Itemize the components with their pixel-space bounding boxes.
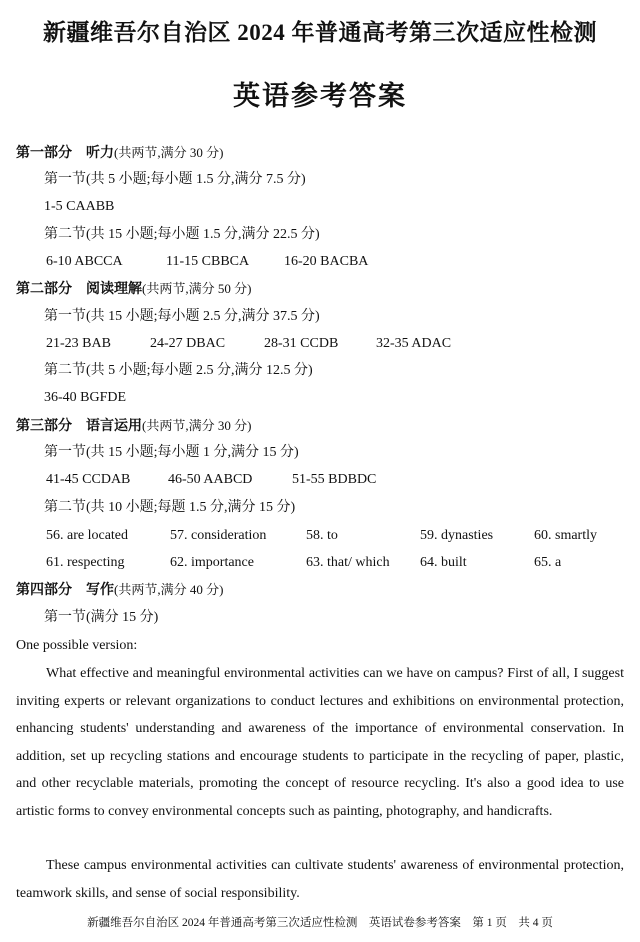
answer-group: 41-45 CCDAB xyxy=(46,472,131,487)
part3-section1-label: 第一节(共 15 小题;每小题 1 分,满分 15 分) xyxy=(44,445,299,460)
fill-answer: 63. that/ which xyxy=(306,555,390,570)
answer-group: 36-40 BGFDE xyxy=(44,390,127,405)
part4-section1-label: 第一节(满分 15 分) xyxy=(44,610,159,625)
answer-group: 11-15 CBBCA xyxy=(166,254,250,269)
fill-answer: 58. to xyxy=(306,528,338,543)
answer-group: 28-31 CCDB xyxy=(264,336,339,351)
part2-section2-label: 第二节(共 5 小题;每小题 2.5 分,满分 12.5 分) xyxy=(44,363,313,378)
page-title: 新疆维吾尔自治区 2024 年普通高考第三次适应性检测 xyxy=(43,20,597,45)
part1-answers1 xyxy=(44,198,114,216)
fill-answer: 62. importance xyxy=(170,555,254,570)
version-label: One possible version: xyxy=(16,638,138,653)
part3-heading-text: 第三部分 语言运用 xyxy=(16,419,142,434)
answer-group: 46-50 AABCD xyxy=(168,472,253,487)
answer-group: 32-35 ADAC xyxy=(376,336,452,351)
answer-group: 24-27 DBAC xyxy=(150,336,226,351)
part1-section1-label: 第一节(共 5 小题;每小题 1.5 分,满分 7.5 分) xyxy=(44,172,306,187)
fill-answer: 56. are located xyxy=(46,528,129,543)
page-footer: 新疆维吾尔自治区 2024 年普通高考第三次适应性检测 英语试卷参考答案 第 1 页 共 4 页 xyxy=(87,917,553,929)
answer-group: 1-5 CAABB xyxy=(44,199,115,214)
part3-heading-note: (共两节,满分 30 分) xyxy=(142,418,252,433)
part3-heading xyxy=(16,417,251,436)
answer-group: 6-10 ABCCA xyxy=(46,254,123,269)
part4-heading-text: 第四部分 写作 xyxy=(16,583,114,598)
part2-answers2 xyxy=(44,389,126,407)
part1-heading-text: 第一部分 听力 xyxy=(16,146,114,161)
answer-group: 51-55 BDBDC xyxy=(292,472,377,487)
part2-section1-label: 第一节(共 15 小题;每小题 2.5 分,满分 37.5 分) xyxy=(44,309,320,324)
part4-heading xyxy=(16,581,223,600)
answer-group: 16-20 BACBA xyxy=(284,254,369,269)
fill-answer: 59. dynasties xyxy=(420,528,494,543)
fill-answer: 64. built xyxy=(420,555,467,570)
page-subtitle: 英语参考答案 xyxy=(233,81,407,111)
part4-heading-note: (共两节,满分 40 分) xyxy=(114,582,224,597)
fill-answer: 61. respecting xyxy=(46,555,125,570)
answer-group: 21-23 BAB xyxy=(46,336,111,351)
part1-heading-note: (共两节,满分 30 分) xyxy=(114,145,224,160)
essay-paragraph-1: What effective and meaningful environmental activities can we have on campus? First of all, I suggest inviting experts or relevant organizations to conduct lectures and exhibitions on environmental protection, enhancing students' understanding and awareness of the importance of environmental conservation. In addition, set up recycling stations and encourage students to participate in the recycling of paper, plastic, and other recyclable materials, promoting the concept of resource recycling. It's also a good idea to use artistic forms to convey environmental concepts such as painting, photography, and handicrafts. xyxy=(16,666,624,819)
part3-section2-label: 第二节(共 10 小题;每题 1.5 分,满分 15 分) xyxy=(44,500,296,515)
fill-answer: 65. a xyxy=(534,555,562,570)
part2-heading-text: 第二部分 阅读理解 xyxy=(16,282,142,297)
part2-heading xyxy=(16,280,251,299)
part2-heading-note: (共两节,满分 50 分) xyxy=(142,281,252,296)
part1-heading xyxy=(16,144,223,163)
part1-section2-label: 第二节(共 15 小题;每小题 1.5 分,满分 22.5 分) xyxy=(44,227,320,242)
essay-paragraph-2: These campus environmental activities can cultivate students' awareness of environmental protection, teamwork skills, and sense of social responsibility. xyxy=(16,858,624,901)
fill-answer: 57. consideration xyxy=(170,528,267,543)
fill-answer: 60. smartly xyxy=(534,528,597,543)
